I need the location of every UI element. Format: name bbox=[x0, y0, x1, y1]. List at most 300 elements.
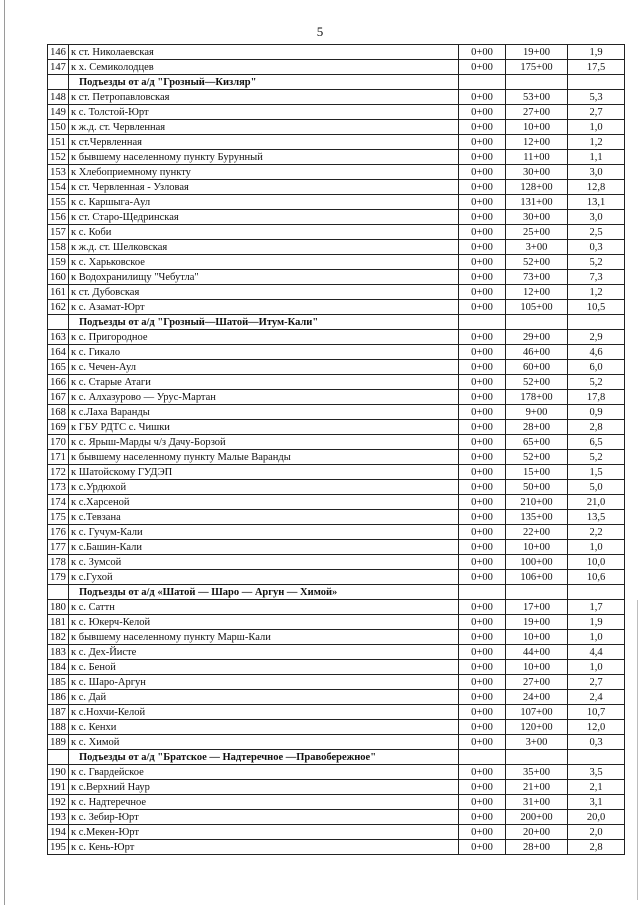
end-km: 30+00 bbox=[506, 165, 568, 180]
section-title: Подъезды от а/д "Грозный—Шатой—Итум-Кали" bbox=[69, 315, 459, 330]
table-row bbox=[48, 150, 625, 165]
end-km: 25+00 bbox=[506, 225, 568, 240]
length-km: 1,0 bbox=[568, 120, 625, 135]
road-name: к бывшему населенному пункту Малые Варанды bbox=[69, 450, 459, 465]
section-header-row bbox=[48, 750, 625, 765]
start-km: 0+00 bbox=[459, 90, 506, 105]
end-km: 10+00 bbox=[506, 540, 568, 555]
row-number: 176 bbox=[48, 525, 69, 540]
table-row bbox=[48, 180, 625, 195]
length-km: 10,6 bbox=[568, 570, 625, 585]
start-km: 0+00 bbox=[459, 795, 506, 810]
length-km: 1,1 bbox=[568, 150, 625, 165]
row-number: 171 bbox=[48, 450, 69, 465]
road-name: к ж.д. ст. Шелковская bbox=[69, 240, 459, 255]
end-km: 20+00 bbox=[506, 825, 568, 840]
length-km: 1,0 bbox=[568, 660, 625, 675]
empty-cell bbox=[568, 75, 625, 90]
length-km: 20,0 bbox=[568, 810, 625, 825]
end-km: 22+00 bbox=[506, 525, 568, 540]
road-name: к ж.д. ст. Червленная bbox=[69, 120, 459, 135]
section-header-row bbox=[48, 75, 625, 90]
end-km: 3+00 bbox=[506, 240, 568, 255]
length-km: 5,2 bbox=[568, 375, 625, 390]
start-km: 0+00 bbox=[459, 255, 506, 270]
road-name: к с. Каршыга-Аул bbox=[69, 195, 459, 210]
table-row bbox=[48, 765, 625, 780]
table-row bbox=[48, 270, 625, 285]
length-km: 4,6 bbox=[568, 345, 625, 360]
road-name: к с.Урдюхой bbox=[69, 480, 459, 495]
end-km: 46+00 bbox=[506, 345, 568, 360]
row-number: 152 bbox=[48, 150, 69, 165]
row-number: 194 bbox=[48, 825, 69, 840]
length-km: 0,3 bbox=[568, 735, 625, 750]
table-row bbox=[48, 165, 625, 180]
table-row bbox=[48, 450, 625, 465]
table-row bbox=[48, 285, 625, 300]
row-number: 146 bbox=[48, 45, 69, 60]
end-km: 52+00 bbox=[506, 375, 568, 390]
empty-cell bbox=[506, 585, 568, 600]
row-number: 147 bbox=[48, 60, 69, 75]
road-name: к с. Саттн bbox=[69, 600, 459, 615]
length-km: 2,4 bbox=[568, 690, 625, 705]
end-km: 31+00 bbox=[506, 795, 568, 810]
table-row bbox=[48, 825, 625, 840]
road-name: к с. Надтеречное bbox=[69, 795, 459, 810]
row-number: 170 bbox=[48, 435, 69, 450]
end-km: 3+00 bbox=[506, 735, 568, 750]
section-header-row bbox=[48, 315, 625, 330]
road-name: к ст. Николаевская bbox=[69, 45, 459, 60]
start-km: 0+00 bbox=[459, 225, 506, 240]
table-row bbox=[48, 45, 625, 60]
start-km: 0+00 bbox=[459, 120, 506, 135]
table-row bbox=[48, 210, 625, 225]
end-km: 30+00 bbox=[506, 210, 568, 225]
start-km: 0+00 bbox=[459, 555, 506, 570]
road-name: к с. Юкерч-Келой bbox=[69, 615, 459, 630]
road-name: к с.Башин-Кали bbox=[69, 540, 459, 555]
start-km: 0+00 bbox=[459, 525, 506, 540]
start-km: 0+00 bbox=[459, 420, 506, 435]
length-km: 10,7 bbox=[568, 705, 625, 720]
end-km: 17+00 bbox=[506, 600, 568, 615]
end-km: 52+00 bbox=[506, 450, 568, 465]
start-km: 0+00 bbox=[459, 435, 506, 450]
end-km: 10+00 bbox=[506, 630, 568, 645]
row-number: 192 bbox=[48, 795, 69, 810]
row-number: 181 bbox=[48, 615, 69, 630]
length-km: 1,2 bbox=[568, 285, 625, 300]
row-number: 167 bbox=[48, 390, 69, 405]
row-number: 190 bbox=[48, 765, 69, 780]
start-km: 0+00 bbox=[459, 675, 506, 690]
length-km: 4,4 bbox=[568, 645, 625, 660]
end-km: 175+00 bbox=[506, 60, 568, 75]
row-number: 184 bbox=[48, 660, 69, 675]
road-name: к с. Ярыш-Марды ч/з Дачу-Борзой bbox=[69, 435, 459, 450]
length-km: 2,8 bbox=[568, 840, 625, 855]
length-km: 5,3 bbox=[568, 90, 625, 105]
row-number: 162 bbox=[48, 300, 69, 315]
start-km: 0+00 bbox=[459, 360, 506, 375]
empty-cell bbox=[459, 75, 506, 90]
road-name: к с. Гикало bbox=[69, 345, 459, 360]
length-km: 5,2 bbox=[568, 255, 625, 270]
row-number: 153 bbox=[48, 165, 69, 180]
end-km: 178+00 bbox=[506, 390, 568, 405]
length-km: 1,9 bbox=[568, 615, 625, 630]
table-row bbox=[48, 555, 625, 570]
start-km: 0+00 bbox=[459, 240, 506, 255]
length-km: 13,5 bbox=[568, 510, 625, 525]
table-row bbox=[48, 705, 625, 720]
table-row bbox=[48, 810, 625, 825]
row-number: 183 bbox=[48, 645, 69, 660]
road-name: к с. Чечен-Аул bbox=[69, 360, 459, 375]
row-number: 193 bbox=[48, 810, 69, 825]
length-km: 0,9 bbox=[568, 405, 625, 420]
empty-cell bbox=[459, 315, 506, 330]
row-number: 169 bbox=[48, 420, 69, 435]
length-km: 2,9 bbox=[568, 330, 625, 345]
length-km: 10,0 bbox=[568, 555, 625, 570]
row-number: 178 bbox=[48, 555, 69, 570]
section-title: Подъезды от а/д "Грозный—Кизляр" bbox=[69, 75, 459, 90]
road-name: к с. Дай bbox=[69, 690, 459, 705]
section-number-cell bbox=[48, 750, 69, 765]
table-row bbox=[48, 780, 625, 795]
road-name: к бывшему населенному пункту Бурунный bbox=[69, 150, 459, 165]
end-km: 19+00 bbox=[506, 615, 568, 630]
length-km: 13,1 bbox=[568, 195, 625, 210]
empty-cell bbox=[568, 750, 625, 765]
road-name: к с. Шаро-Аргун bbox=[69, 675, 459, 690]
table-row bbox=[48, 120, 625, 135]
start-km: 0+00 bbox=[459, 345, 506, 360]
empty-cell bbox=[506, 75, 568, 90]
length-km: 10,5 bbox=[568, 300, 625, 315]
row-number: 172 bbox=[48, 465, 69, 480]
length-km: 3,1 bbox=[568, 795, 625, 810]
end-km: 135+00 bbox=[506, 510, 568, 525]
end-km: 35+00 bbox=[506, 765, 568, 780]
road-name: к с. Толстой-Юрт bbox=[69, 105, 459, 120]
length-km: 2,7 bbox=[568, 105, 625, 120]
end-km: 53+00 bbox=[506, 90, 568, 105]
road-name: к с. Химой bbox=[69, 735, 459, 750]
table-row bbox=[48, 690, 625, 705]
empty-cell bbox=[506, 750, 568, 765]
start-km: 0+00 bbox=[459, 810, 506, 825]
start-km: 0+00 bbox=[459, 495, 506, 510]
row-number: 175 bbox=[48, 510, 69, 525]
start-km: 0+00 bbox=[459, 780, 506, 795]
row-number: 148 bbox=[48, 90, 69, 105]
length-km: 1,7 bbox=[568, 600, 625, 615]
end-km: 21+00 bbox=[506, 780, 568, 795]
length-km: 17,8 bbox=[568, 390, 625, 405]
row-number: 154 bbox=[48, 180, 69, 195]
row-number: 157 bbox=[48, 225, 69, 240]
length-km: 2,1 bbox=[568, 780, 625, 795]
start-km: 0+00 bbox=[459, 195, 506, 210]
start-km: 0+00 bbox=[459, 705, 506, 720]
end-km: 12+00 bbox=[506, 285, 568, 300]
road-name: к с. Кенхи bbox=[69, 720, 459, 735]
end-km: 11+00 bbox=[506, 150, 568, 165]
start-km: 0+00 bbox=[459, 465, 506, 480]
row-number: 185 bbox=[48, 675, 69, 690]
empty-cell bbox=[568, 315, 625, 330]
road-access-table bbox=[47, 44, 625, 855]
road-name: к с. Старые Атаги bbox=[69, 375, 459, 390]
table-row bbox=[48, 840, 625, 855]
empty-cell bbox=[459, 585, 506, 600]
start-km: 0+00 bbox=[459, 735, 506, 750]
road-name: к с. Зебир-Юрт bbox=[69, 810, 459, 825]
start-km: 0+00 bbox=[459, 720, 506, 735]
row-number: 188 bbox=[48, 720, 69, 735]
table-row bbox=[48, 345, 625, 360]
section-title: Подъезды от а/д «Шатой — Шаро — Аргун — Химой» bbox=[69, 585, 459, 600]
start-km: 0+00 bbox=[459, 105, 506, 120]
road-name: к Шатойскому ГУДЭП bbox=[69, 465, 459, 480]
length-km: 2,7 bbox=[568, 675, 625, 690]
table-row bbox=[48, 735, 625, 750]
end-km: 24+00 bbox=[506, 690, 568, 705]
length-km: 2,2 bbox=[568, 525, 625, 540]
start-km: 0+00 bbox=[459, 45, 506, 60]
row-number: 187 bbox=[48, 705, 69, 720]
row-number: 151 bbox=[48, 135, 69, 150]
end-km: 60+00 bbox=[506, 360, 568, 375]
table-body bbox=[48, 45, 625, 855]
start-km: 0+00 bbox=[459, 600, 506, 615]
end-km: 10+00 bbox=[506, 120, 568, 135]
road-name: к с.Верхний Наур bbox=[69, 780, 459, 795]
road-name: к ст. Петропавловская bbox=[69, 90, 459, 105]
start-km: 0+00 bbox=[459, 540, 506, 555]
table-row bbox=[48, 435, 625, 450]
row-number: 155 bbox=[48, 195, 69, 210]
start-km: 0+00 bbox=[459, 330, 506, 345]
road-name: к с. Гвардейское bbox=[69, 765, 459, 780]
road-name: к Водохранилищу "Чебутла" bbox=[69, 270, 459, 285]
table-row bbox=[48, 720, 625, 735]
row-number: 180 bbox=[48, 600, 69, 615]
length-km: 2,8 bbox=[568, 420, 625, 435]
end-km: 50+00 bbox=[506, 480, 568, 495]
end-km: 131+00 bbox=[506, 195, 568, 210]
start-km: 0+00 bbox=[459, 690, 506, 705]
table-row bbox=[48, 390, 625, 405]
end-km: 105+00 bbox=[506, 300, 568, 315]
start-km: 0+00 bbox=[459, 270, 506, 285]
start-km: 0+00 bbox=[459, 510, 506, 525]
table-row bbox=[48, 300, 625, 315]
road-name: к с.Мекен-Юрт bbox=[69, 825, 459, 840]
road-name: к с.Лаха Варанды bbox=[69, 405, 459, 420]
end-km: 10+00 bbox=[506, 660, 568, 675]
road-name: к с. Харьковское bbox=[69, 255, 459, 270]
start-km: 0+00 bbox=[459, 645, 506, 660]
start-km: 0+00 bbox=[459, 480, 506, 495]
length-km: 6,5 bbox=[568, 435, 625, 450]
road-name: к с. Зумсой bbox=[69, 555, 459, 570]
row-number: 177 bbox=[48, 540, 69, 555]
row-number: 150 bbox=[48, 120, 69, 135]
length-km: 3,5 bbox=[568, 765, 625, 780]
start-km: 0+00 bbox=[459, 615, 506, 630]
road-name: к ст.Червленная bbox=[69, 135, 459, 150]
end-km: 27+00 bbox=[506, 105, 568, 120]
section-number-cell bbox=[48, 315, 69, 330]
empty-cell bbox=[459, 750, 506, 765]
table-row bbox=[48, 90, 625, 105]
row-number: 186 bbox=[48, 690, 69, 705]
table-row bbox=[48, 405, 625, 420]
end-km: 12+00 bbox=[506, 135, 568, 150]
length-km: 12,8 bbox=[568, 180, 625, 195]
length-km: 12,0 bbox=[568, 720, 625, 735]
road-name: к бывшему населенному пункту Марш-Кали bbox=[69, 630, 459, 645]
start-km: 0+00 bbox=[459, 375, 506, 390]
row-number: 182 bbox=[48, 630, 69, 645]
row-number: 191 bbox=[48, 780, 69, 795]
length-km: 2,5 bbox=[568, 225, 625, 240]
start-km: 0+00 bbox=[459, 630, 506, 645]
start-km: 0+00 bbox=[459, 660, 506, 675]
start-km: 0+00 bbox=[459, 135, 506, 150]
end-km: 65+00 bbox=[506, 435, 568, 450]
row-number: 156 bbox=[48, 210, 69, 225]
length-km: 3,0 bbox=[568, 165, 625, 180]
start-km: 0+00 bbox=[459, 840, 506, 855]
end-km: 120+00 bbox=[506, 720, 568, 735]
length-km: 21,0 bbox=[568, 495, 625, 510]
section-header-row bbox=[48, 585, 625, 600]
table-row bbox=[48, 480, 625, 495]
start-km: 0+00 bbox=[459, 210, 506, 225]
length-km: 3,0 bbox=[568, 210, 625, 225]
end-km: 100+00 bbox=[506, 555, 568, 570]
table-row bbox=[48, 360, 625, 375]
row-number: 165 bbox=[48, 360, 69, 375]
empty-cell bbox=[506, 315, 568, 330]
length-km: 6,0 bbox=[568, 360, 625, 375]
start-km: 0+00 bbox=[459, 180, 506, 195]
table-row bbox=[48, 630, 625, 645]
length-km: 0,3 bbox=[568, 240, 625, 255]
table-row bbox=[48, 510, 625, 525]
row-number: 195 bbox=[48, 840, 69, 855]
table-row bbox=[48, 60, 625, 75]
end-km: 107+00 bbox=[506, 705, 568, 720]
row-number: 160 bbox=[48, 270, 69, 285]
table-row bbox=[48, 660, 625, 675]
start-km: 0+00 bbox=[459, 60, 506, 75]
table-row bbox=[48, 525, 625, 540]
road-name: к ст. Червленная - Узловая bbox=[69, 180, 459, 195]
length-km: 5,2 bbox=[568, 450, 625, 465]
road-name: к с. Азамат-Юрт bbox=[69, 300, 459, 315]
road-name: к Хлебоприемному пункту bbox=[69, 165, 459, 180]
start-km: 0+00 bbox=[459, 150, 506, 165]
row-number: 168 bbox=[48, 405, 69, 420]
road-name: к с. Алхазурово — Урус-Мартан bbox=[69, 390, 459, 405]
table-row bbox=[48, 795, 625, 810]
road-name: к ст. Старо-Щедринская bbox=[69, 210, 459, 225]
length-km: 1,0 bbox=[568, 630, 625, 645]
table-row bbox=[48, 675, 625, 690]
row-number: 173 bbox=[48, 480, 69, 495]
end-km: 73+00 bbox=[506, 270, 568, 285]
table-row bbox=[48, 135, 625, 150]
end-km: 28+00 bbox=[506, 840, 568, 855]
section-number-cell bbox=[48, 75, 69, 90]
table-row bbox=[48, 420, 625, 435]
page-number: 5 bbox=[316, 24, 324, 39]
row-number: 189 bbox=[48, 735, 69, 750]
road-name: к с.Харсеной bbox=[69, 495, 459, 510]
end-km: 29+00 bbox=[506, 330, 568, 345]
table-row bbox=[48, 255, 625, 270]
length-km: 2,0 bbox=[568, 825, 625, 840]
start-km: 0+00 bbox=[459, 390, 506, 405]
road-name: к с. Беной bbox=[69, 660, 459, 675]
row-number: 163 bbox=[48, 330, 69, 345]
start-km: 0+00 bbox=[459, 165, 506, 180]
start-km: 0+00 bbox=[459, 405, 506, 420]
road-name: к с.Гухой bbox=[69, 570, 459, 585]
row-number: 158 bbox=[48, 240, 69, 255]
end-km: 19+00 bbox=[506, 45, 568, 60]
road-name: к ст. Дубовская bbox=[69, 285, 459, 300]
road-name: к с. Гучум-Кали bbox=[69, 525, 459, 540]
section-number-cell bbox=[48, 585, 69, 600]
start-km: 0+00 bbox=[459, 450, 506, 465]
end-km: 200+00 bbox=[506, 810, 568, 825]
table-row bbox=[48, 615, 625, 630]
end-km: 27+00 bbox=[506, 675, 568, 690]
table-row bbox=[48, 540, 625, 555]
road-name: к х. Семиколодцев bbox=[69, 60, 459, 75]
row-number: 164 bbox=[48, 345, 69, 360]
table-row bbox=[48, 195, 625, 210]
end-km: 9+00 bbox=[506, 405, 568, 420]
length-km: 5,0 bbox=[568, 480, 625, 495]
road-name: к с.Нохчи-Келой bbox=[69, 705, 459, 720]
table-row bbox=[48, 645, 625, 660]
empty-cell bbox=[568, 585, 625, 600]
end-km: 15+00 bbox=[506, 465, 568, 480]
road-name: к ГБУ РДТС с. Чишки bbox=[69, 420, 459, 435]
road-name: к с.Тевзана bbox=[69, 510, 459, 525]
road-name: к с. Кень-Юрт bbox=[69, 840, 459, 855]
table-row bbox=[48, 330, 625, 345]
end-km: 128+00 bbox=[506, 180, 568, 195]
table-row bbox=[48, 240, 625, 255]
scan-edge-line bbox=[4, 0, 5, 905]
table-row bbox=[48, 375, 625, 390]
start-km: 0+00 bbox=[459, 825, 506, 840]
table-row bbox=[48, 495, 625, 510]
start-km: 0+00 bbox=[459, 285, 506, 300]
table-row bbox=[48, 570, 625, 585]
